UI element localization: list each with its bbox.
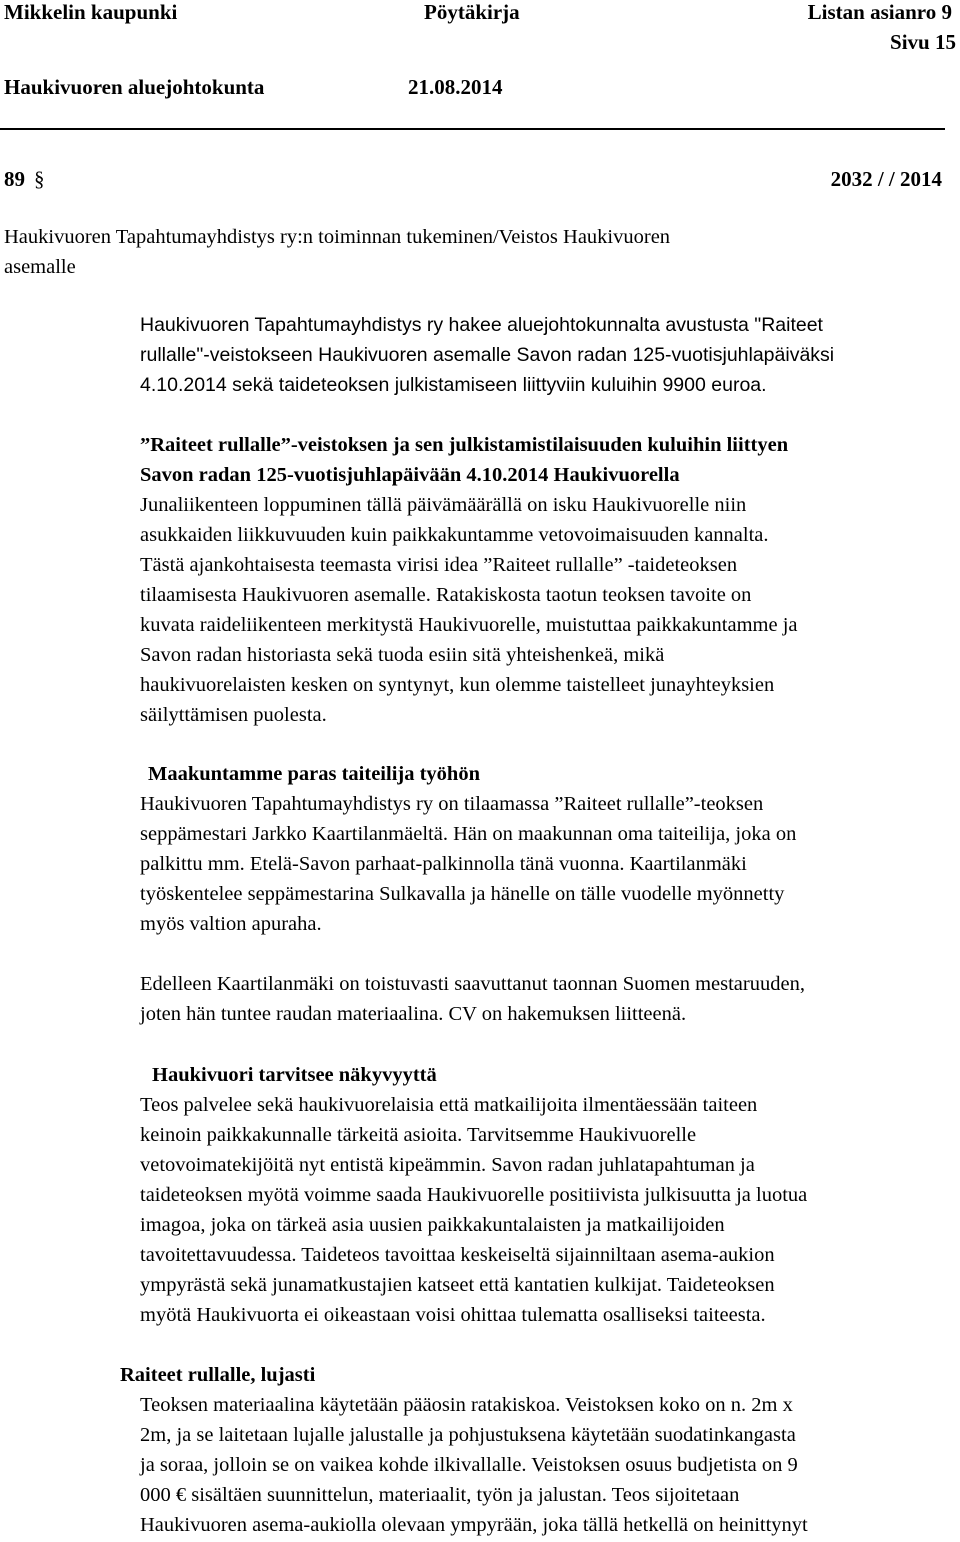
- visibility-heading: Haukivuori tarvitsee näkyvyyttä: [152, 1064, 437, 1086]
- paragraph-line: Tästä ajankohtaisesta teemasta virisi idea ”Raiteet rullalle” -taideteoksen: [140, 554, 738, 576]
- paragraph-line: joten hän tuntee raudan materiaalina. CV on hakemuksen liitteenä.: [140, 1003, 687, 1025]
- paragraph-line: haukivuorelaisten kesken on syntynyt, kun olemme taistelleet junayhteyksien: [140, 674, 775, 696]
- paragraph-line: 2m, ja se laitetaan lujalle jalustalle ja pohjustuksena käytetään suodatinkangasta: [140, 1424, 796, 1446]
- paragraph-line: seppämestari Jarkko Kaartilanmäeltä. Hän on maakunnan oma taiteilija, joka on: [140, 823, 797, 845]
- paragraph-line: keinoin paikkakunnalle tärkeitä asioita. Tarvitsemme Haukivuorelle: [140, 1124, 697, 1146]
- item-number: 89: [4, 167, 25, 191]
- paragraph-line: ympyrästä sekä junamatkustajien katseet että kantatien kulkijat. Taideteoksen: [140, 1274, 775, 1296]
- paragraph-line: asukkaiden liikkuvuuden kuin paikkakuntamme vetovoimaisuuden kannalta.: [140, 524, 769, 546]
- paragraph-line: palkittu mm. Etelä-Savon parhaat-palkinnolla tänä vuonna. Kaartilanmäki: [140, 853, 747, 875]
- paragraph-line: säilyttämisen puolesta.: [140, 704, 327, 726]
- section-sign-icon: §: [34, 167, 45, 191]
- artist-heading: Maakuntamme paras taiteilija työhön: [148, 763, 480, 785]
- item-reference: 2032 / / 2014: [830, 167, 942, 191]
- paragraph-line: kuvata raideliikenteen merkitystä Haukivuorelle, muistuttaa paikkakuntamme ja: [140, 614, 798, 636]
- summary-line: Haukivuoren Tapahtumayhdistys ry hakee aluejohtokunnalta avustusta "Raiteet: [140, 314, 823, 336]
- paragraph-line: tavoitettavuudessa. Taideteos tavoittaa keskeiseltä sijainniltaan asema-aukion: [140, 1244, 775, 1266]
- header-date: 21.08.2014: [408, 75, 503, 99]
- paragraph-line: Edelleen Kaartilanmäki on toistuvasti saavuttanut taonnan Suomen mestaruuden,: [140, 973, 805, 995]
- summary-line: 4.10.2014 sekä taideteoksen julkistamiseen liittyviin kuluihin 9900 euroa.: [140, 374, 767, 396]
- material-heading: Raiteet rullalle, lujasti: [120, 1364, 316, 1386]
- paragraph-line: työskentelee seppämestarina Sulkavalla ja hänelle on tälle vuodelle myönnetty: [140, 883, 785, 905]
- header-committee: Haukivuoren aluejohtokunta: [4, 75, 265, 99]
- paragraph-line: taideteoksen myötä voimme saada Haukivuorelle positiivista julkisuutta ja luotua: [140, 1184, 808, 1206]
- header-doc-type: Pöytäkirja: [424, 0, 520, 24]
- paragraph-line: Haukivuoren Tapahtumayhdistys ry on tilaamassa ”Raiteet rullalle”-teoksen: [140, 793, 764, 815]
- paragraph-line: Haukivuoren asema-aukiolla olevaan ympyrään, joka tällä hetkellä on heinittynyt: [140, 1514, 808, 1536]
- paragraph-line: imagoa, joka on tärkeä asia uusien paikkakuntalaisten ja matkailijoiden: [140, 1214, 725, 1236]
- paragraph-line: vetovoimatekijöitä nyt entistä kipeämmin. Savon radan juhlatapahtuman ja: [140, 1154, 755, 1176]
- header-city: Mikkelin kaupunki: [4, 0, 178, 24]
- paragraph-line: Teos palvelee sekä haukivuorelaisia että matkailijoita ilmentäessään taiteen: [140, 1094, 758, 1116]
- paragraph-line: Junaliikenteen loppuminen tällä päivämäärällä on isku Haukivuorelle niin: [140, 494, 747, 516]
- summary-line: rullalle"-veistokseen Haukivuoren asemalle Savon radan 125-vuotisjuhlapäiväksi: [140, 344, 835, 366]
- header-page-number: Sivu 15: [890, 30, 956, 54]
- paragraph-line: Savon radan historiasta sekä tuoda esiin sitä yhteishenkeä, mikä: [140, 644, 665, 666]
- intro-heading-line: Savon radan 125-vuotisjuhlapäivään 4.10.2014 Haukivuorella: [140, 464, 680, 486]
- paragraph-line: myös valtion apuraha.: [140, 913, 322, 935]
- header-divider: [0, 128, 945, 130]
- paragraph-line: Teoksen materiaalina käytetään pääosin ratakiskoa. Veistoksen koko on n. 2m x: [140, 1394, 793, 1416]
- paragraph-line: ja soraa, jolloin se on vaikea kohde ilkivallalle. Veistoksen osuus budjetista on 9: [140, 1454, 798, 1476]
- title-line: asemalle: [4, 256, 76, 278]
- header-list-item: Listan asianro 9: [807, 0, 952, 24]
- title-line: Haukivuoren Tapahtumayhdistys ry:n toiminnan tukeminen/Veistos Haukivuoren: [4, 226, 671, 248]
- paragraph-line: myötä Haukivuorta ei oikeastaan voisi ohittaa tulematta osalliseksi taiteesta.: [140, 1304, 766, 1326]
- intro-heading-line: ”Raiteet rullalle”-veistoksen ja sen julkistamistilaisuuden kuluihin liittyen: [140, 434, 789, 456]
- paragraph-line: 000 € sisältäen suunnittelun, materiaalit, työn ja jalustan. Teos sijoitetaan: [140, 1484, 740, 1506]
- paragraph-line: tilaamisesta Haukivuoren asemalle. Ratakiskosta taotun teoksen tavoite on: [140, 584, 752, 606]
